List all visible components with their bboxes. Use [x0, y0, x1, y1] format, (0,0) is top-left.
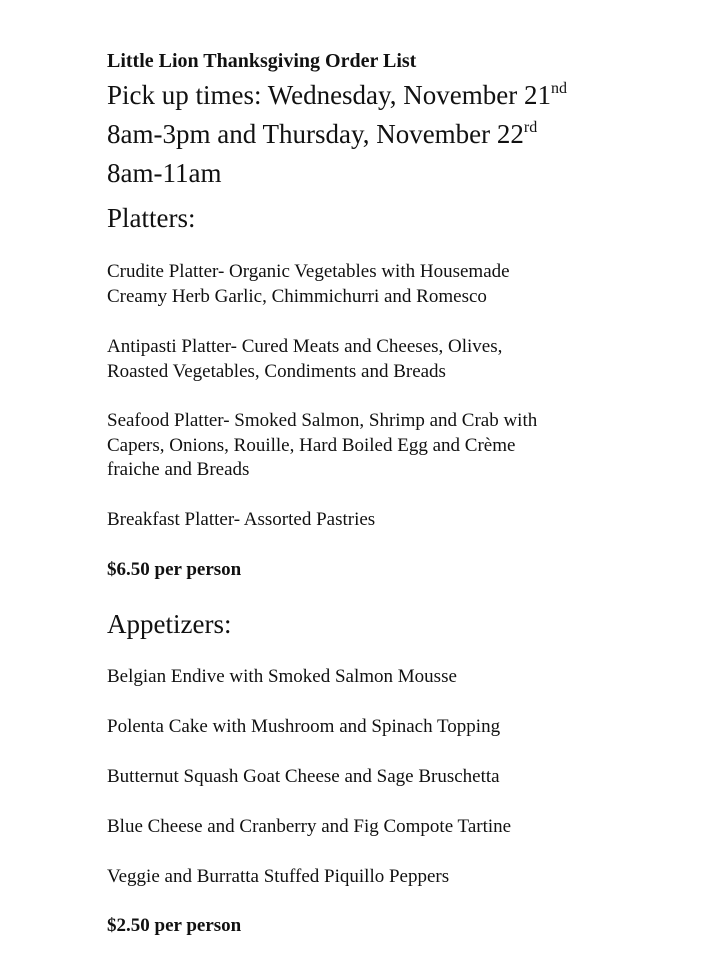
pickup-times — [107, 78, 567, 191]
pickup-line-1: Pick up times: Wednesday, November 21nd — [107, 80, 567, 110]
appetizer-item: Polenta Cake with Mushroom and Spinach Topping — [107, 716, 501, 737]
platter-item-crudite: Crudite Platter- Organic Vegetables with Housemade Creamy Herb Garlic, Chimmichurri and Romesco — [107, 261, 510, 307]
pickup-line-3: 8am-11am — [107, 158, 222, 188]
ordinal-suffix: rd — [523, 119, 538, 136]
appetizer-item: Belgian Endive with Smoked Salmon Mousse — [107, 666, 457, 687]
platter-item-seafood: Seafood Platter- Smoked Salmon, Shrimp and Crab with Capers, Onions, Rouille, Hard Boiled Egg and Crème fraiche and Breads — [107, 410, 538, 480]
appetizer-item: Veggie and Burratta Stuffed Piquillo Peppers — [107, 866, 450, 887]
platter-item-antipasti: Antipasti Platter- Cured Meats and Cheeses, Olives, Roasted Vegetables, Condiments and Breads — [107, 336, 503, 382]
appetizers-heading: Appetizers: — [107, 609, 232, 639]
appetizer-item: Butternut Squash Goat Cheese and Sage Bruschetta — [107, 766, 500, 787]
pickup-line-2: 8am-3pm and Thursday, November 22rd — [107, 119, 538, 149]
ordinal-suffix: nd — [551, 80, 567, 97]
platters-price: $6.50 per person — [107, 559, 242, 580]
page-title: Little Lion Thanksgiving Order List — [107, 50, 417, 72]
platters-heading: Platters: — [107, 203, 196, 233]
appetizer-item: Blue Cheese and Cranberry and Fig Compote Tartine — [107, 816, 512, 837]
platter-item-breakfast: Breakfast Platter- Assorted Pastries — [107, 509, 376, 530]
appetizers-price: $2.50 per person — [107, 915, 242, 936]
